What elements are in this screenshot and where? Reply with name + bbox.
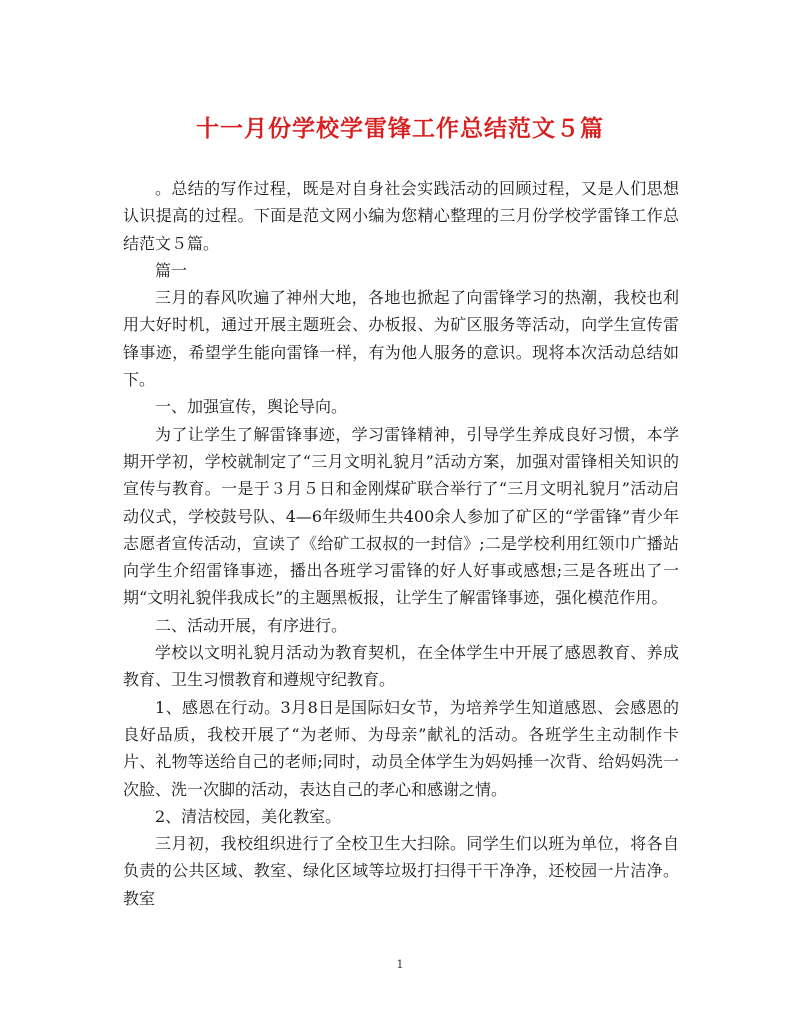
page-number: 1 [396, 958, 404, 971]
document-title: 十一月份学校学雷锋工作总结范文５篇 [196, 115, 604, 142]
section-heading: 二、活动开展，有序进行。 [155, 615, 348, 635]
document-body [123, 175, 679, 912]
body-paragraph: 三月初，我校组织进行了全校卫生大扫除。同学生们以班为单位，将各自负责的公共区域、教室、绿化区域等垃圾打扫得干干净净，还校园一片洁净。教室 [123, 834, 679, 908]
subsection-heading: 2、清洁校园，美化教室。 [155, 806, 342, 826]
section-heading: 一、加强宣传，舆论导向。 [155, 397, 348, 417]
body-paragraph: 1、感恩在行动。3月8日是国际妇女节，为培养学生知道感恩、会感恩的良好品质，我校开展了“为老师、为母亲”献礼的活动。各班学生主动制作卡片、礼物等送给自己的老师;同时，动员全体学生为妈妈捶一次背、给妈妈洗一次脸、洗一次脚的活动，表达自己的孝心和感谢之情。 [123, 697, 679, 799]
body-paragraph: 为了让学生了解雷锋事迹，学习雷锋精神，引导学生养成良好习惯，本学期开学初，学校就制定了“三月文明礼貌月”活动方案，加强对雷锋相关知识的宣传与教育。一是于３月５日和金刚煤矿联合举行了“三月文明礼貌月”活动启动仪式，学校鼓号队、4—6年级师生共400余人参加了矿区的“学雷锋”青少年志愿者宣传活动，宣读了《给矿工叔叔的一封信》;二是学校利用红领巾广播站向学生介绍雷锋事迹，播出各班学习雷锋的好人好事或感想;三是各班出了一期“文明礼貌伴我成长”的主题黑板报，让学生了解雷锋事迹，强化模范作用。 [123, 424, 679, 608]
body-paragraph: 学校以文明礼貌月活动为教育契机，在全体学生中开展了感恩教育、养成教育、卫生习惯教育和遵规守纪教育。 [123, 643, 679, 690]
intro-paragraph: 。总结的写作过程，既是对自身社会实践活动的回顾过程，又是人们思想认识提高的过程。下面是范文网小编为您精心整理的三月份学校学雷锋工作总结范文５篇。 [123, 179, 679, 253]
body-paragraph: 三月的春风吹遍了神州大地，各地也掀起了向雷锋学习的热潮，我校也利用大好时机，通过开展主题班会、办板报、为矿区服务等活动，向学生宣传雷锋事迹，希望学生能向雷锋一样，有为他人服务的意识。现将本次活动总结如下。 [123, 288, 679, 390]
section-label: 篇一 [155, 260, 188, 280]
